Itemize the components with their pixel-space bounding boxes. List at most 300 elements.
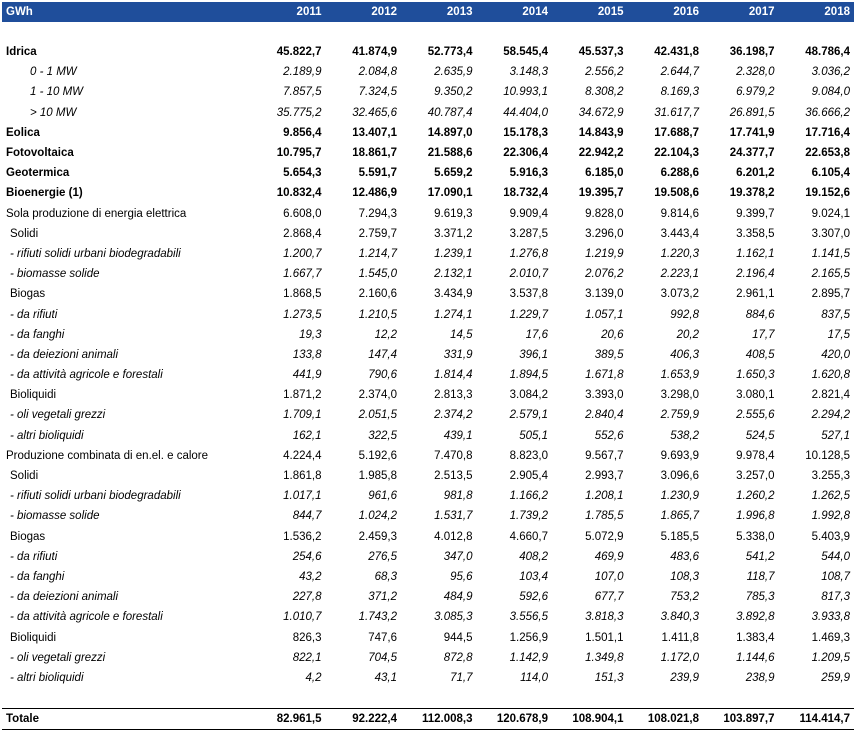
value-cell: 22.942,2 <box>578 147 624 160</box>
value-cell: 19.508,6 <box>654 187 699 200</box>
value-cell: 981,8 <box>443 490 473 503</box>
row-label: - da fanghi <box>10 570 65 583</box>
value-cell: 254,6 <box>292 550 322 563</box>
value-cell: 5.654,3 <box>283 167 322 180</box>
value-cell: 32.465,6 <box>352 106 397 119</box>
value-cell: 1.229,7 <box>509 308 548 321</box>
value-cell: 2.895,7 <box>811 288 850 301</box>
value-cell: 9.567,7 <box>585 449 624 462</box>
value-cell: 1.219,9 <box>585 247 624 260</box>
value-cell: 45.537,3 <box>578 46 624 59</box>
value-cell: 371,2 <box>368 591 397 604</box>
value-cell: 22.653,8 <box>805 147 850 160</box>
value-cell: 6.979,2 <box>736 86 775 99</box>
row-label: Idrica <box>6 46 37 59</box>
value-cell: 21.588,6 <box>427 147 473 160</box>
row-label: Produzione combinata di en.el. e calore <box>6 449 209 462</box>
row-label: - altri bioliquidi <box>10 429 84 442</box>
value-cell: 9.399,7 <box>736 207 775 220</box>
value-cell: 20,6 <box>601 328 624 341</box>
year-header: 2012 <box>326 2 402 22</box>
value-cell: 1.868,5 <box>283 288 322 301</box>
value-cell: 837,5 <box>821 308 850 321</box>
value-cell: 9.693,9 <box>660 449 699 462</box>
table-row <box>2 567 854 587</box>
value-cell: 17.716,4 <box>805 126 850 139</box>
value-cell: 1.230,9 <box>660 490 699 503</box>
value-cell: 276,5 <box>368 550 397 563</box>
value-cell: 3.892,8 <box>736 611 775 624</box>
value-cell: 884,6 <box>745 308 775 321</box>
value-cell: 4,2 <box>305 671 322 684</box>
value-cell: 1.667,7 <box>283 268 322 281</box>
value-cell: 24.377,7 <box>729 147 775 160</box>
value-cell: 5.659,2 <box>434 167 473 180</box>
value-cell: 1.709,1 <box>283 409 322 422</box>
value-cell: 43,1 <box>374 671 397 684</box>
value-cell: 9.024,1 <box>811 207 850 220</box>
value-cell: 790,6 <box>368 369 397 382</box>
value-cell: 4.012,8 <box>434 530 473 543</box>
value-cell: 3.080,1 <box>736 389 775 402</box>
value-cell: 48.786,4 <box>805 46 850 59</box>
table-row <box>2 183 854 203</box>
table-row <box>2 123 854 143</box>
value-cell: 552,6 <box>594 429 624 442</box>
table-row <box>2 244 854 264</box>
value-cell: 2.813,3 <box>434 389 473 402</box>
row-label: - rifiuti solidi urbani biodegradabili <box>10 490 181 503</box>
value-cell: 6.105,4 <box>811 167 850 180</box>
value-cell: 18.732,4 <box>503 187 548 200</box>
value-cell: 5.403,9 <box>811 530 850 543</box>
value-cell: 3.298,0 <box>660 389 699 402</box>
value-cell: 19.395,7 <box>578 187 624 200</box>
table-row <box>2 648 854 668</box>
year-header: 2015 <box>552 2 628 22</box>
value-cell: 162,1 <box>292 429 322 442</box>
value-cell: 2.160,6 <box>358 288 397 301</box>
value-cell: 1.144,6 <box>736 651 775 664</box>
value-cell: 408,5 <box>745 348 775 361</box>
value-cell: 17,6 <box>525 328 548 341</box>
value-cell: 1.996,8 <box>736 510 775 523</box>
value-cell: 36.198,7 <box>729 46 775 59</box>
row-label: - altri bioliquidi <box>10 671 84 684</box>
value-cell: 5.072,9 <box>585 530 624 543</box>
table-row <box>2 204 854 224</box>
value-cell: 389,5 <box>594 348 624 361</box>
row-label: Solidi <box>10 227 39 240</box>
value-cell: 2.579,1 <box>509 409 548 422</box>
year-header: 2017 <box>703 2 779 22</box>
value-cell: 1.141,5 <box>811 247 850 260</box>
value-cell: 17,7 <box>752 328 775 341</box>
value-cell: 17.688,7 <box>654 126 699 139</box>
value-cell: 118,7 <box>746 570 775 583</box>
value-cell: 22.104,3 <box>654 147 699 160</box>
value-cell: 108,7 <box>821 570 850 583</box>
value-cell: 1.865,7 <box>660 510 699 523</box>
value-cell: 3.085,3 <box>434 611 473 624</box>
total-value-cell: 120.678,9 <box>477 709 553 730</box>
total-value-cell: 108.021,8 <box>628 709 704 730</box>
row-label: Bioenergie (1) <box>6 187 83 200</box>
value-cell: 10.128,5 <box>805 449 850 462</box>
value-cell: 396,1 <box>519 348 548 361</box>
value-cell: 2.374,0 <box>358 389 397 402</box>
row-label: Sola produzione di energia elettrica <box>6 207 187 220</box>
value-cell: 3.818,3 <box>585 611 624 624</box>
value-cell: 10.832,4 <box>276 187 322 200</box>
total-value-cell: 108.904,1 <box>552 709 628 730</box>
value-cell: 592,6 <box>519 591 548 604</box>
value-cell: 58.545,4 <box>503 46 548 59</box>
value-cell: 3.139,0 <box>585 288 624 301</box>
table-row <box>2 224 854 244</box>
table-row <box>2 284 854 304</box>
value-cell: 704,5 <box>368 651 397 664</box>
value-cell: 2.084,8 <box>358 66 397 79</box>
value-cell: 151,3 <box>594 671 624 684</box>
table-row <box>2 405 854 425</box>
table-row <box>2 42 854 62</box>
value-cell: 1.210,5 <box>358 308 397 321</box>
row-label: - da attività agricole e forestali <box>10 369 163 382</box>
value-cell: 1.017,1 <box>283 490 322 503</box>
table-row <box>2 325 854 345</box>
total-row <box>2 709 854 730</box>
value-cell: 1.653,9 <box>660 369 699 382</box>
value-cell: 1.172,0 <box>660 651 699 664</box>
value-cell: 7.324,5 <box>358 86 397 99</box>
value-cell: 9.978,4 <box>736 449 775 462</box>
value-cell: 238,9 <box>745 671 775 684</box>
value-cell: 95,6 <box>450 570 473 583</box>
value-cell: 3.096,6 <box>660 470 699 483</box>
row-label: 0 - 1 MW <box>30 66 77 79</box>
value-cell: 14.843,9 <box>578 126 624 139</box>
value-cell: 2.905,4 <box>509 470 548 483</box>
value-cell: 406,3 <box>670 348 699 361</box>
header-row <box>2 2 854 22</box>
value-cell: 2.961,1 <box>736 288 775 301</box>
value-cell: 677,7 <box>594 591 624 604</box>
value-cell: 8.823,0 <box>509 449 548 462</box>
value-cell: 331,9 <box>443 348 473 361</box>
value-cell: 483,6 <box>670 550 699 563</box>
value-cell: 19,3 <box>299 328 322 341</box>
table-row <box>2 607 854 627</box>
value-cell: 1.260,2 <box>736 490 775 503</box>
value-cell: 1.985,8 <box>358 470 397 483</box>
value-cell: 6.288,6 <box>660 167 699 180</box>
row-label: - da rifiuti <box>10 308 58 321</box>
value-cell: 1.743,2 <box>358 611 397 624</box>
value-cell: 347,0 <box>443 550 473 563</box>
value-cell: 5.185,5 <box>660 530 699 543</box>
value-cell: 8.308,2 <box>585 86 624 99</box>
value-cell: 2.555,6 <box>736 409 775 422</box>
value-cell: 14.897,0 <box>427 126 473 139</box>
spacer-row <box>2 22 854 42</box>
row-label: - rifiuti solidi urbani biodegradabili <box>10 247 181 260</box>
total-value-cell: 82.961,5 <box>250 709 326 730</box>
value-cell: 1.671,8 <box>585 369 624 382</box>
value-cell: 17.741,9 <box>729 126 775 139</box>
table-row <box>2 668 854 688</box>
value-cell: 18.861,7 <box>352 147 397 160</box>
table-row <box>2 587 854 607</box>
value-cell: 259,9 <box>821 671 850 684</box>
value-cell: 6.185,0 <box>585 167 624 180</box>
value-cell: 2.513,5 <box>434 470 473 483</box>
value-cell: 1.262,5 <box>811 490 850 503</box>
year-header: 2013 <box>401 2 477 22</box>
table-row <box>2 506 854 526</box>
value-cell: 1.650,3 <box>736 369 775 382</box>
value-cell: 826,3 <box>292 631 322 644</box>
value-cell: 1.620,8 <box>811 369 850 382</box>
value-cell: 3.257,0 <box>736 470 775 483</box>
value-cell: 2.076,2 <box>585 268 624 281</box>
value-cell: 3.073,2 <box>660 288 699 301</box>
value-cell: 2.840,4 <box>585 409 624 422</box>
value-cell: 36.666,2 <box>805 106 850 119</box>
value-cell: 1.861,8 <box>283 470 322 483</box>
energy-production-table <box>2 2 854 730</box>
value-cell: 538,2 <box>670 429 699 442</box>
unit-label: GWh <box>2 2 250 22</box>
row-label: Eolica <box>6 126 40 139</box>
value-cell: 1.166,2 <box>509 490 548 503</box>
row-label: Biogas <box>10 530 46 543</box>
value-cell: 1.814,4 <box>434 369 473 382</box>
value-cell: 8.169,3 <box>660 86 699 99</box>
value-cell: 1.256,9 <box>509 631 548 644</box>
total-label: Totale <box>2 709 250 730</box>
value-cell: 992,8 <box>670 308 699 321</box>
table-row <box>2 365 854 385</box>
value-cell: 1.894,5 <box>509 369 548 382</box>
value-cell: 1.501,1 <box>585 631 624 644</box>
row-label: Geotermica <box>6 167 70 180</box>
row-label: - da deiezioni animali <box>10 591 119 604</box>
value-cell: 3.556,5 <box>509 611 548 624</box>
value-cell: 2.132,1 <box>434 268 473 281</box>
value-cell: 1.142,9 <box>509 651 548 664</box>
value-cell: 2.294,2 <box>811 409 850 422</box>
total-value-cell: 103.897,7 <box>703 709 779 730</box>
value-cell: 1.469,3 <box>811 631 850 644</box>
value-cell: 40.787,4 <box>427 106 473 119</box>
row-label: - oli vegetali grezzi <box>10 409 106 422</box>
value-cell: 3.443,4 <box>660 227 699 240</box>
value-cell: 817,3 <box>821 591 850 604</box>
table-row <box>2 466 854 486</box>
value-cell: 1.785,5 <box>585 510 624 523</box>
value-cell: 4.660,7 <box>509 530 548 543</box>
value-cell: 2.165,5 <box>811 268 850 281</box>
row-label: - da rifiuti <box>10 550 58 563</box>
value-cell: 10.993,1 <box>503 86 548 99</box>
value-cell: 4.224,4 <box>283 449 322 462</box>
value-cell: 3.434,9 <box>434 288 473 301</box>
row-label: - biomasse solide <box>10 510 100 523</box>
table-row <box>2 82 854 102</box>
value-cell: 2.644,7 <box>660 66 699 79</box>
value-cell: 103,4 <box>519 570 548 583</box>
value-cell: 2.328,0 <box>736 66 775 79</box>
year-header: 2011 <box>250 2 326 22</box>
value-cell: 22.306,4 <box>503 147 548 160</box>
table-row <box>2 163 854 183</box>
value-cell: 2.821,4 <box>811 389 850 402</box>
value-cell: 1.411,8 <box>661 631 699 644</box>
table-row <box>2 62 854 82</box>
value-cell: 68,3 <box>374 570 397 583</box>
value-cell: 52.773,4 <box>427 46 473 59</box>
value-cell: 2.759,9 <box>660 409 699 422</box>
value-cell: 2.868,4 <box>283 227 322 240</box>
value-cell: 9.909,4 <box>509 207 548 220</box>
spacer-row <box>2 688 854 709</box>
value-cell: 239,9 <box>670 671 699 684</box>
value-cell: 26.891,5 <box>729 106 775 119</box>
value-cell: 544,0 <box>821 550 850 563</box>
value-cell: 3.933,8 <box>811 611 850 624</box>
value-cell: 7.294,3 <box>358 207 397 220</box>
row-label: - da deiezioni animali <box>10 348 119 361</box>
value-cell: 1.220,3 <box>660 247 699 260</box>
value-cell: 441,9 <box>292 369 322 382</box>
value-cell: 1.010,7 <box>283 611 322 624</box>
value-cell: 227,8 <box>292 591 322 604</box>
value-cell: 12,2 <box>374 328 397 341</box>
value-cell: 1.214,7 <box>358 247 397 260</box>
value-cell: 747,6 <box>368 631 397 644</box>
year-header: 2018 <box>779 2 855 22</box>
value-cell: 12.486,9 <box>352 187 397 200</box>
value-cell: 420,0 <box>821 348 850 361</box>
value-cell: 31.617,7 <box>654 106 699 119</box>
row-label: Bioliquidi <box>10 389 57 402</box>
value-cell: 7.857,5 <box>283 86 322 99</box>
table-row <box>2 264 854 284</box>
total-value-cell: 92.222,4 <box>326 709 402 730</box>
year-header: 2016 <box>628 2 704 22</box>
value-cell: 2.223,1 <box>660 268 699 281</box>
value-cell: 3.358,5 <box>736 227 775 240</box>
table-row <box>2 304 854 324</box>
value-cell: 872,8 <box>443 651 473 664</box>
row-label: Biogas <box>10 288 46 301</box>
value-cell: 9.814,6 <box>660 207 699 220</box>
value-cell: 1.871,2 <box>283 389 322 402</box>
value-cell: 20,2 <box>676 328 699 341</box>
value-cell: 114,0 <box>520 671 548 684</box>
value-cell: 9.350,2 <box>434 86 473 99</box>
value-cell: 17.090,1 <box>427 187 473 200</box>
value-cell: 2.010,7 <box>509 268 548 281</box>
value-cell: 2.993,7 <box>585 470 624 483</box>
value-cell: 3.084,2 <box>509 389 548 402</box>
value-cell: 541,2 <box>745 550 775 563</box>
value-cell: 2.196,4 <box>736 268 775 281</box>
value-cell: 44.404,0 <box>503 106 548 119</box>
value-cell: 3.036,2 <box>811 66 850 79</box>
value-cell: 41.874,9 <box>352 46 397 59</box>
table-row <box>2 345 854 365</box>
value-cell: 822,1 <box>292 651 322 664</box>
table-row <box>2 547 854 567</box>
table-row <box>2 103 854 123</box>
table-row <box>2 446 854 466</box>
value-cell: 1.162,1 <box>736 247 775 260</box>
value-cell: 524,5 <box>745 429 775 442</box>
value-cell: 961,6 <box>368 490 397 503</box>
value-cell: 1.274,1 <box>434 308 473 321</box>
row-label: 1 - 10 MW <box>30 86 84 99</box>
value-cell: 1.383,4 <box>736 631 775 644</box>
value-cell: 1.531,7 <box>434 510 473 523</box>
value-cell: 3.307,0 <box>811 227 850 240</box>
table-row <box>2 627 854 647</box>
value-cell: 1.208,1 <box>585 490 624 503</box>
value-cell: 5.192,6 <box>358 449 397 462</box>
value-cell: 322,5 <box>368 429 397 442</box>
total-value-cell: 112.008,3 <box>401 709 477 730</box>
value-cell: 3.287,5 <box>509 227 548 240</box>
value-cell: 753,2 <box>670 591 699 604</box>
row-label: - oli vegetali grezzi <box>10 651 106 664</box>
year-header: 2014 <box>477 2 553 22</box>
value-cell: 1.200,7 <box>283 247 322 260</box>
value-cell: 2.635,9 <box>434 66 473 79</box>
value-cell: 42.431,8 <box>654 46 699 59</box>
value-cell: 408,2 <box>519 550 548 563</box>
value-cell: 15.178,3 <box>503 126 548 139</box>
value-cell: 34.672,9 <box>578 106 624 119</box>
value-cell: 2.374,2 <box>434 409 473 422</box>
value-cell: 2.189,9 <box>283 66 322 79</box>
value-cell: 844,7 <box>292 510 322 523</box>
value-cell: 785,3 <box>745 591 775 604</box>
value-cell: 7.470,8 <box>434 449 473 462</box>
table-row <box>2 385 854 405</box>
value-cell: 19.152,6 <box>805 187 850 200</box>
value-cell: 1.739,2 <box>509 510 548 523</box>
value-cell: 6.201,2 <box>736 167 775 180</box>
value-cell: 6.608,0 <box>283 207 322 220</box>
value-cell: 14,5 <box>450 328 473 341</box>
value-cell: 19.378,2 <box>729 187 775 200</box>
value-cell: 9.828,0 <box>585 207 624 220</box>
value-cell: 1.536,2 <box>283 530 322 543</box>
table-row <box>2 527 854 547</box>
value-cell: 484,9 <box>443 591 473 604</box>
value-cell: 43,2 <box>299 570 322 583</box>
value-cell: 1.057,1 <box>585 308 624 321</box>
value-cell: 45.822,7 <box>276 46 322 59</box>
value-cell: 1.276,8 <box>509 247 548 260</box>
value-cell: 944,5 <box>443 631 473 644</box>
value-cell: 1.209,5 <box>811 651 850 664</box>
value-cell: 71,7 <box>450 671 473 684</box>
value-cell: 505,1 <box>519 429 548 442</box>
value-cell: 1.239,1 <box>434 247 473 260</box>
row-label: Solidi <box>10 470 39 483</box>
